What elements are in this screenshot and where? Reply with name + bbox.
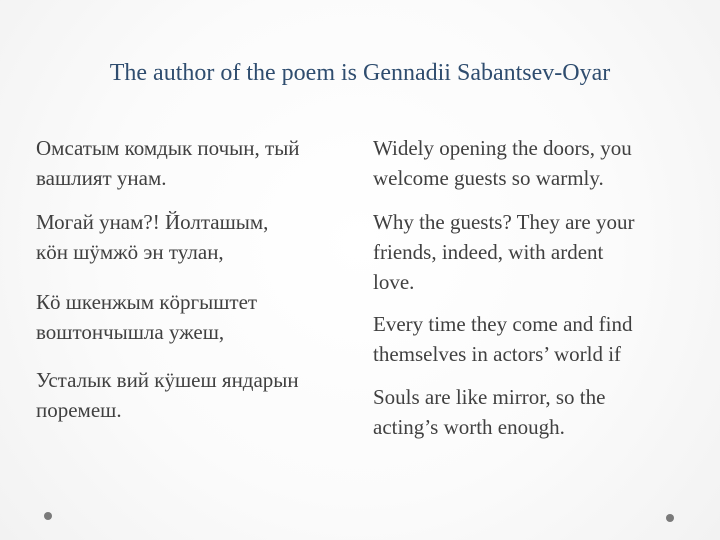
- slide-title: The author of the poem is Gennadii Sabantsev-Oyar: [109, 60, 611, 86]
- poem-stanza: [36, 365, 354, 425]
- translation-line: friends, indeed, with ardent: [373, 240, 604, 264]
- bullet-dot-icon: [44, 512, 52, 520]
- poem-line: воштончышла ужеш,: [36, 320, 225, 344]
- poem-stanza: [36, 133, 354, 193]
- translation-line: themselves in actors’ world if: [373, 342, 622, 366]
- poem-line: Кӧ шкенжым кӧргыштет: [36, 290, 258, 314]
- poem-translation-column: [373, 133, 693, 456]
- translation-stanza: [373, 382, 693, 442]
- poem-line: вашлият унам.: [36, 166, 167, 190]
- translation-line: love.: [373, 270, 415, 294]
- translation-line: Every time they come and find: [373, 312, 633, 336]
- translation-line: Souls are like mirror, so the: [373, 385, 606, 409]
- translation-stanza: [373, 207, 693, 297]
- bullet-dot-icon: [666, 514, 674, 522]
- poem-line: кӧн шӱмжӧ эн тулан,: [36, 240, 224, 264]
- poem-line: Омсатым комдык почын, тый: [36, 136, 300, 160]
- poem-line: Усталык вий кӱшеш яндарын: [36, 368, 299, 392]
- translation-stanza: [373, 133, 693, 193]
- poem-stanza: [36, 287, 354, 347]
- poem-stanza: [36, 207, 354, 267]
- translation-line: Why the guests? They are your: [373, 210, 635, 234]
- poem-line: поремеш.: [36, 398, 122, 422]
- translation-line: Widely opening the doors, you: [373, 136, 632, 160]
- translation-line: acting’s worth enough.: [373, 415, 565, 439]
- poem-line: Могай унам?! Йолташым,: [36, 210, 269, 234]
- translation-stanza: [373, 309, 693, 369]
- poem-original-column: [36, 133, 354, 439]
- translation-line: welcome guests so warmly.: [373, 166, 604, 190]
